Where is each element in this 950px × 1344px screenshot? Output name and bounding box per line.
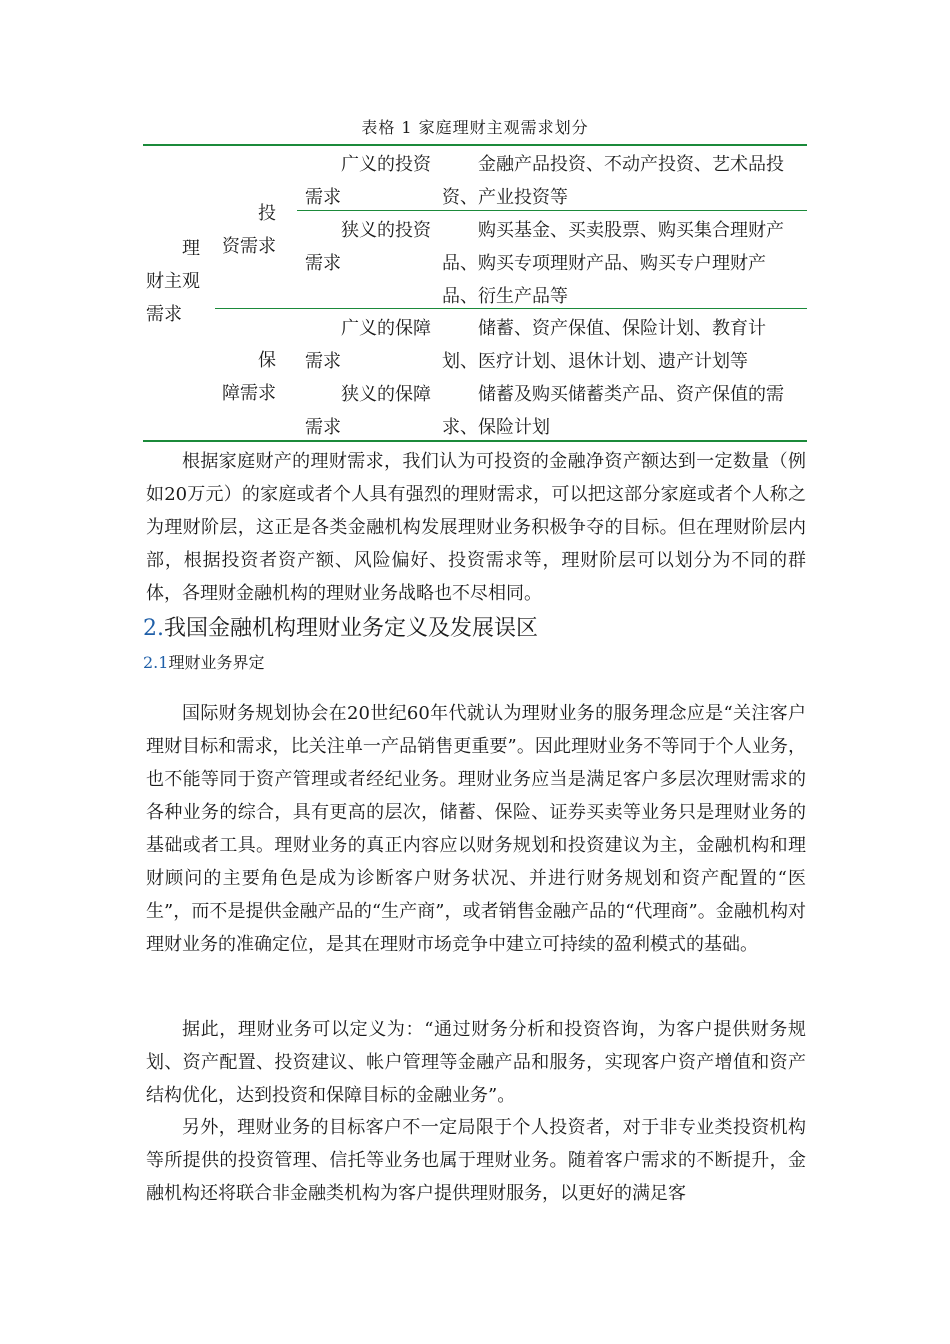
subsection-number: 2.1 <box>143 653 169 672</box>
table-type-narrow-invest: 狭义的投资需求 <box>305 220 431 274</box>
table-group-label-protect: 保障需求 <box>222 350 276 404</box>
body-paragraph-4: 另外，理财业务的目标客户不一定局限于个人投资者，对于非专业类投资机构等所提供的投资管理、信托等业务也属于理财业务。随着客户需求的不断提升，金融机构还将联合非金融类机构为客户提供理财服务，以更好的满足客 <box>146 1117 806 1204</box>
table-desc-broad-invest: 金融产品投资、不动产投资、艺术品投资、产业投资等 <box>442 154 784 208</box>
table-type-broad-invest: 广义的投资需求 <box>305 154 431 208</box>
table-caption: 表格 1 家庭理财主观需求划分 <box>361 118 589 137</box>
table-type-broad-protect: 广义的保障需求 <box>305 318 431 372</box>
section-heading <box>143 612 538 646</box>
subsection-heading <box>143 650 264 676</box>
table-desc-narrow-protect: 储蓄及购买储蓄类产品、资产保值的需求、保险计划 <box>442 384 784 438</box>
table-group-label-invest: 投资需求 <box>222 203 276 257</box>
section-number: 2. <box>143 616 164 641</box>
subsection-title: 理财业务界定 <box>168 653 265 672</box>
table-level1-cell: 理财主观需求 <box>146 238 200 325</box>
section-title: 我国金融机构理财业务定义及发展误区 <box>164 616 539 641</box>
table-desc-narrow-invest: 购买基金、买卖股票、购买集合理财产品、购买专项理财产品、购买专户理财产品、衍生产品等 <box>442 220 784 307</box>
body-paragraph-1: 根据家庭财产的理财需求，我们认为可投资的金融净资产额达到一定数量（例如20万元）的家庭或者个人具有强烈的理财需求，可以把这部分家庭或者个人称之为理财阶层，这正是各类金融机构发展理财业务积极争夺的目标。但在理财阶层内部，根据投资者资产额、风险偏好、投资需求等，理财阶层可以划分为不同的群体，各理财金融机构的理财业务战略也不尽相同。 <box>146 451 806 604</box>
body-paragraph-2: 国际财务规划协会在20世纪60年代就认为理财业务的服务理念应是“关注客户理财目标和需求，比关注单一产品销售更重要”。因此理财业务不等同于个人业务，也不能等同于资产管理或者经纪业务。理财业务应当是满足客户多层次理财需求的各种业务的综合，具有更高的层次，储蓄、保险、证券买卖等业务只是理财业务的基础或者工具。理财业务的真正内容应以财务规划和投资建议为主，金融机构和理财顾问的主要角色是成为诊断客户财务状况、并进行财务规划和资产配置的“医生”，而不是提供金融产品的“生产商”，或者销售金融产品的“代理商”。金融机构对理财业务的准确定位，是其在理财市场竞争中建立可持续的盈利模式的基础。 <box>146 703 806 955</box>
table-type-narrow-protect: 狭义的保障需求 <box>305 384 431 438</box>
table-top-rule <box>143 144 807 146</box>
table-desc-broad-protect: 储蓄、资产保值、保险计划、教育计划、医疗计划、退休计划、遗产计划等 <box>442 318 766 372</box>
body-paragraph-3: 据此，理财业务可以定义为：“通过财务分析和投资咨询，为客户提供财务规划、资产配置、投资建议、帐户管理等金融产品和服务，实现客户资产增值和资产结构优化，达到投资和保障目标的金融业务”。 <box>146 1019 806 1106</box>
